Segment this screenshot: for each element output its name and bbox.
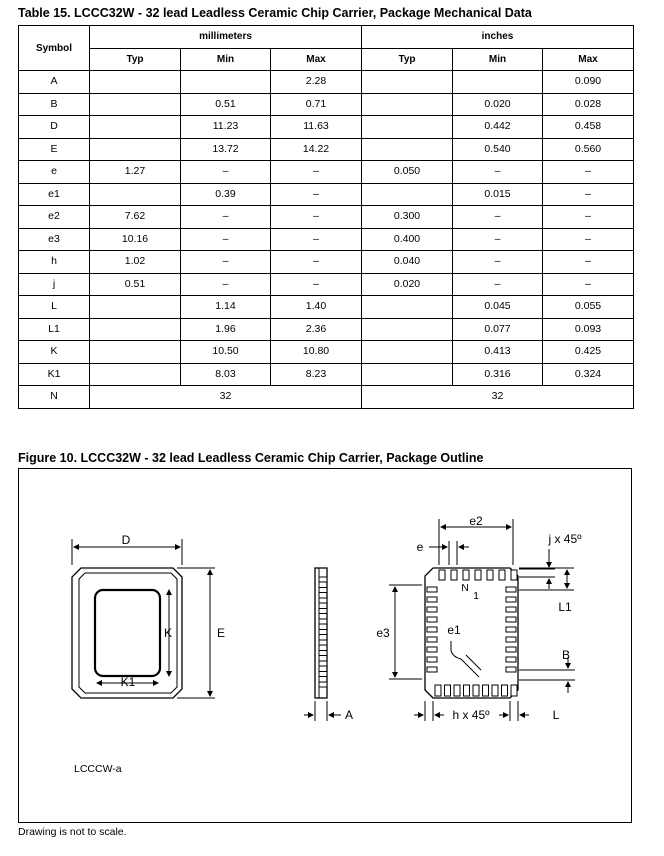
label-e3: e3 [376,626,390,640]
table-cell: – [543,206,634,229]
label-K1: K1 [120,675,136,689]
table-row [19,296,634,319]
lead-pad [427,587,437,592]
table-cell: 0.324 [543,363,634,386]
table-cell: 0.090 [543,71,634,94]
table-cell: 13.72 [181,138,271,161]
table-cell: N [19,386,90,409]
table-cell: 0.458 [543,116,634,139]
table-row [19,161,634,184]
lead-pad [427,637,437,642]
table-cell: – [271,161,362,184]
side-lead [319,682,327,687]
package-cavity [95,590,160,676]
package-outline-figure [18,468,632,823]
table-cell: 1.27 [90,161,181,184]
table-cell: e [19,161,90,184]
drawing-code: LCCCW-a [74,763,122,775]
lead-pad [427,607,437,612]
header-symbol: Symbol [19,26,90,71]
table-cell: 1.40 [271,296,362,319]
table-cell: – [453,251,543,274]
label-K: K [163,626,173,640]
table-cell: 0.316 [453,363,543,386]
lead-pad [511,685,517,696]
header-mm-max: Max [271,48,362,71]
lead-pad [427,597,437,602]
table-cell [362,93,453,116]
lead-pad [506,587,516,592]
table-cell: 10.50 [181,341,271,364]
label-e2: e2 [469,514,483,528]
lead-pad [427,647,437,652]
lead-pad [427,617,437,622]
table-cell: – [453,228,543,251]
table-cell: 0.077 [453,318,543,341]
side-lead [319,609,327,614]
header-millimeters: millimeters [90,26,362,49]
table-cell: – [543,161,634,184]
lead-pad [511,570,517,580]
table-cell: – [453,273,543,296]
table-cell: 0.560 [543,138,634,161]
table-cell: – [271,206,362,229]
table-cell: 0.39 [181,183,271,206]
table-cell: 11.23 [181,116,271,139]
lead-pad [445,685,451,696]
table-cell: – [271,251,362,274]
table-row [19,183,634,206]
label-L1: L1 [558,600,572,614]
table-cell [90,116,181,139]
lead-pad [483,685,489,696]
lead-pad [506,637,516,642]
table-cell [90,138,181,161]
table-row-n [19,386,634,409]
lead-pad [506,667,516,672]
table-cell: 0.055 [543,296,634,319]
table-cell: 0.050 [362,161,453,184]
side-lead [319,661,327,666]
table-title: Table 15. LCCC32W - 32 lead Leadless Ceramic Chip Carrier, Package Mechanical Data [18,6,532,20]
table-cell: – [181,161,271,184]
label-e1: e1 [447,623,461,637]
table-cell: L1 [19,318,90,341]
side-lead [319,588,327,593]
table-cell [362,363,453,386]
lead-pad [464,685,470,696]
lead-pad [502,685,508,696]
lead-pads [427,570,517,696]
label-N: N [461,582,469,594]
table-cell: – [271,273,362,296]
table-cell [90,296,181,319]
table-row [19,363,634,386]
table-cell [362,296,453,319]
table-cell: – [543,251,634,274]
table-cell: K [19,341,90,364]
label-B: B [561,648,571,662]
table-cell: – [453,161,543,184]
table-row [19,138,634,161]
table-cell: 1.14 [181,296,271,319]
table-cell: e2 [19,206,90,229]
table-cell: 0.028 [543,93,634,116]
table-cell: E [19,138,90,161]
table-cell [362,341,453,364]
table-cell [362,138,453,161]
table-cell [90,318,181,341]
label-E: E [216,626,226,640]
mechanical-data-table [18,25,634,409]
table-cell: 11.63 [271,116,362,139]
lead-pad [499,570,505,580]
table-cell: e3 [19,228,90,251]
table-cell: 2.28 [271,71,362,94]
lead-pad [475,570,481,580]
table-cell: B [19,93,90,116]
table-cell: – [453,206,543,229]
label-A: A [344,708,354,722]
table-cell [362,71,453,94]
table-cell [362,318,453,341]
table-cell [90,363,181,386]
table-cell: 7.62 [90,206,181,229]
lead-pad [427,627,437,632]
header-inches: inches [362,26,634,49]
side-lead [319,598,327,603]
table-cell: D [19,116,90,139]
table-cell: – [543,273,634,296]
side-lead [319,672,327,677]
header-in-typ: Typ [362,48,453,71]
table-cell: 14.22 [271,138,362,161]
table-cell: 0.413 [453,341,543,364]
table-cell [90,71,181,94]
table-row [19,251,634,274]
table-cell: 0.045 [453,296,543,319]
header-in-min: Min [453,48,543,71]
package-bottom [425,568,518,698]
table-cell: 0.51 [181,93,271,116]
table-cell: 0.540 [453,138,543,161]
table-cell: 1.02 [90,251,181,274]
table-cell [90,93,181,116]
label-1: 1 [473,590,479,602]
table-cell: L [19,296,90,319]
table-cell: – [543,228,634,251]
lead-pad [427,657,437,662]
lead-pad [454,685,460,696]
label-D: D [121,533,131,547]
table-cell: 0.442 [453,116,543,139]
header-in-max: Max [543,48,634,71]
side-lead [319,651,327,656]
table-row [19,116,634,139]
lead-pad [451,570,457,580]
side-leads [319,577,327,687]
table-row [19,206,634,229]
lead-pad [506,657,516,662]
lead-pad [473,685,479,696]
table-row [19,93,634,116]
table-cell: e1 [19,183,90,206]
table-cell: 0.425 [543,341,634,364]
table-cell: – [543,183,634,206]
table-cell: 0.71 [271,93,362,116]
table-row [19,341,634,364]
table-row [19,318,634,341]
table-cell: – [271,183,362,206]
lead-pad [506,607,516,612]
table-cell: K1 [19,363,90,386]
scale-note: Drawing is not to scale. [18,826,127,838]
table-cell: 8.03 [181,363,271,386]
table-row [19,71,634,94]
table-cell: – [181,206,271,229]
table-cell [181,71,271,94]
label-L: L [552,708,560,722]
table-cell: 32 [90,386,362,409]
table-cell: 0.300 [362,206,453,229]
table-cell: 10.16 [90,228,181,251]
table-cell: h [19,251,90,274]
table-cell: 0.015 [453,183,543,206]
side-lead [319,577,327,582]
side-lead [319,630,327,635]
table-cell: 0.020 [362,273,453,296]
table-cell: 0.093 [543,318,634,341]
table-cell: 8.23 [271,363,362,386]
table-cell: 10.80 [271,341,362,364]
table-cell: 0.400 [362,228,453,251]
table-cell: – [181,251,271,274]
lead-pad [492,685,498,696]
label-j: j x 45º [548,532,582,546]
side-lead [319,640,327,645]
table-cell: – [181,273,271,296]
table-cell [453,71,543,94]
side-lead [319,619,327,624]
table-cell: 0.040 [362,251,453,274]
lead-pad [487,570,493,580]
table-row [19,228,634,251]
table-cell [90,183,181,206]
lead-pad [506,617,516,622]
lead-pad [506,597,516,602]
table-cell: 1.96 [181,318,271,341]
lead-pad [439,570,445,580]
header-mm-min: Min [181,48,271,71]
table-cell: 0.51 [90,273,181,296]
table-cell [90,341,181,364]
table-cell: 32 [362,386,634,409]
table-cell [362,183,453,206]
lead-pad [506,627,516,632]
figure-title: Figure 10. LCCC32W - 32 lead Leadless Ceramic Chip Carrier, Package Outline [18,451,484,465]
table-cell: j [19,273,90,296]
table-cell: A [19,71,90,94]
label-e: e [416,540,424,554]
header-mm-typ: Typ [90,48,181,71]
table-cell: 2.36 [271,318,362,341]
label-h: h x 45º [452,708,490,722]
lead-pad [463,570,469,580]
lead-pad [427,667,437,672]
table-row [19,273,634,296]
table-cell: 0.020 [453,93,543,116]
lead-pad [506,647,516,652]
table-cell [362,116,453,139]
table-cell: – [271,228,362,251]
lead-pad [435,685,441,696]
table-cell: – [181,228,271,251]
